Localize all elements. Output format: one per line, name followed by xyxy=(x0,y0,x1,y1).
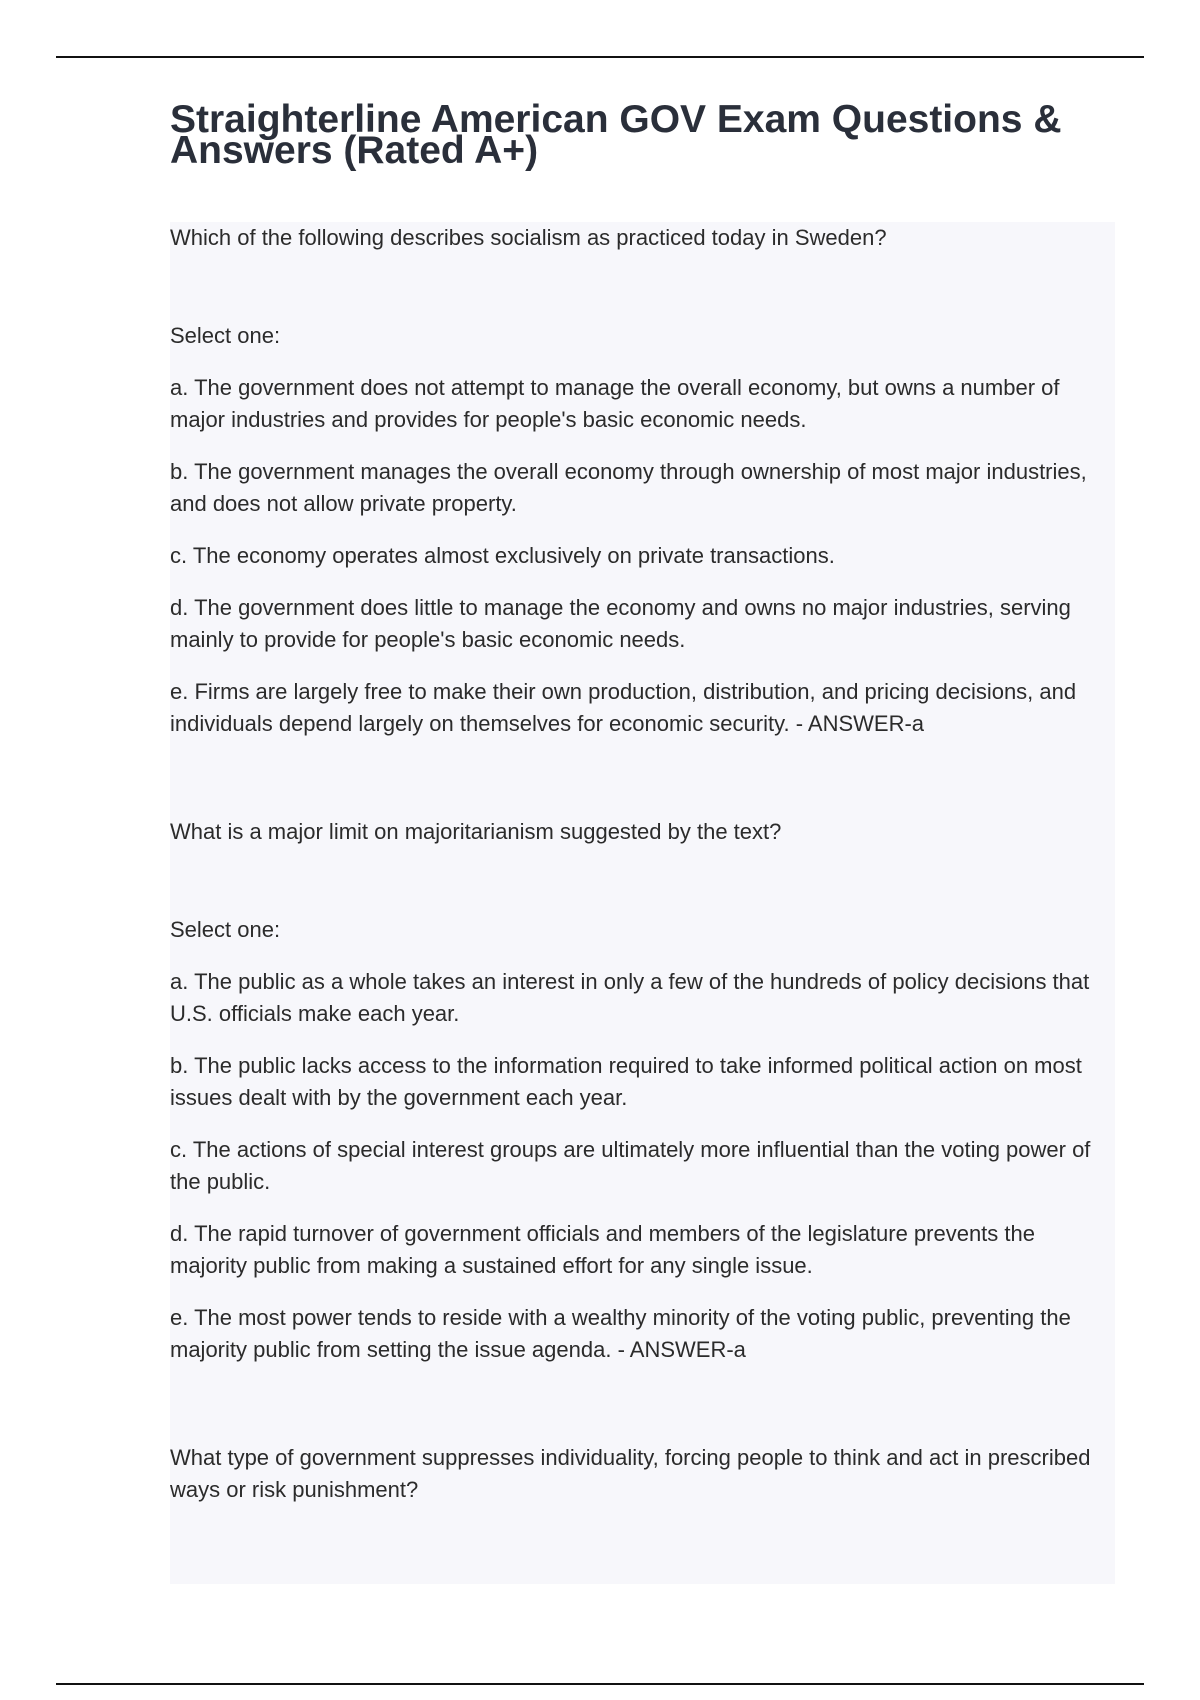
question-text: What is a major limit on majoritarianism suggested by the text? xyxy=(170,819,782,844)
option-e: e. The most power tends to reside with a wealthy minority of the voting public, preventing the majority public from setting the issue agenda. - ANSWER-a xyxy=(170,1305,1071,1362)
question-block-1 xyxy=(170,222,1115,740)
select-label: Select one: xyxy=(170,323,281,348)
question-block-2 xyxy=(170,816,1115,1366)
select-label: Select one: xyxy=(170,917,281,942)
option-c: c. The actions of special interest groups are ultimately more influential than the voting power of the public. xyxy=(170,1137,1091,1194)
option-c: c. The economy operates almost exclusively on private transactions. xyxy=(170,543,835,568)
document-body xyxy=(170,222,1115,1584)
question-text: What type of government suppresses individuality, forcing people to think and act in prescribed ways or risk punishment? xyxy=(170,1445,1091,1502)
question-text: Which of the following describes socialism as practiced today in Sweden? xyxy=(170,225,887,250)
option-a: a. The public as a whole takes an interest in only a few of the hundreds of policy decisions that U.S. officials make each year. xyxy=(170,969,1090,1026)
top-rule xyxy=(56,56,1144,58)
option-b: b. The government manages the overall economy through ownership of most major industries, and does not allow private property. xyxy=(170,459,1087,516)
option-e: e. Firms are largely free to make their own production, distribution, and pricing decisions, and individuals depend largely on themselves for economic security. - ANSWER-a xyxy=(170,679,1077,736)
question-block-3 xyxy=(170,1442,1115,1506)
document-title: Straighterline American GOV Exam Questions & Answers (Rated A+) xyxy=(170,98,1062,172)
option-d: d. The government does little to manage the economy and owns no major industries, serving mainly to provide for people's basic economic needs. xyxy=(170,595,1071,652)
option-d: d. The rapid turnover of government officials and members of the legislature prevents the majority public from making a sustained effort for any single issue. xyxy=(170,1221,1035,1278)
option-a: a. The government does not attempt to manage the overall economy, but owns a number of major industries and provides for people's basic economic needs. xyxy=(170,375,1060,432)
bottom-rule xyxy=(56,1683,1144,1685)
option-b: b. The public lacks access to the information required to take informed political action on most issues dealt with by the government each year. xyxy=(170,1053,1082,1110)
